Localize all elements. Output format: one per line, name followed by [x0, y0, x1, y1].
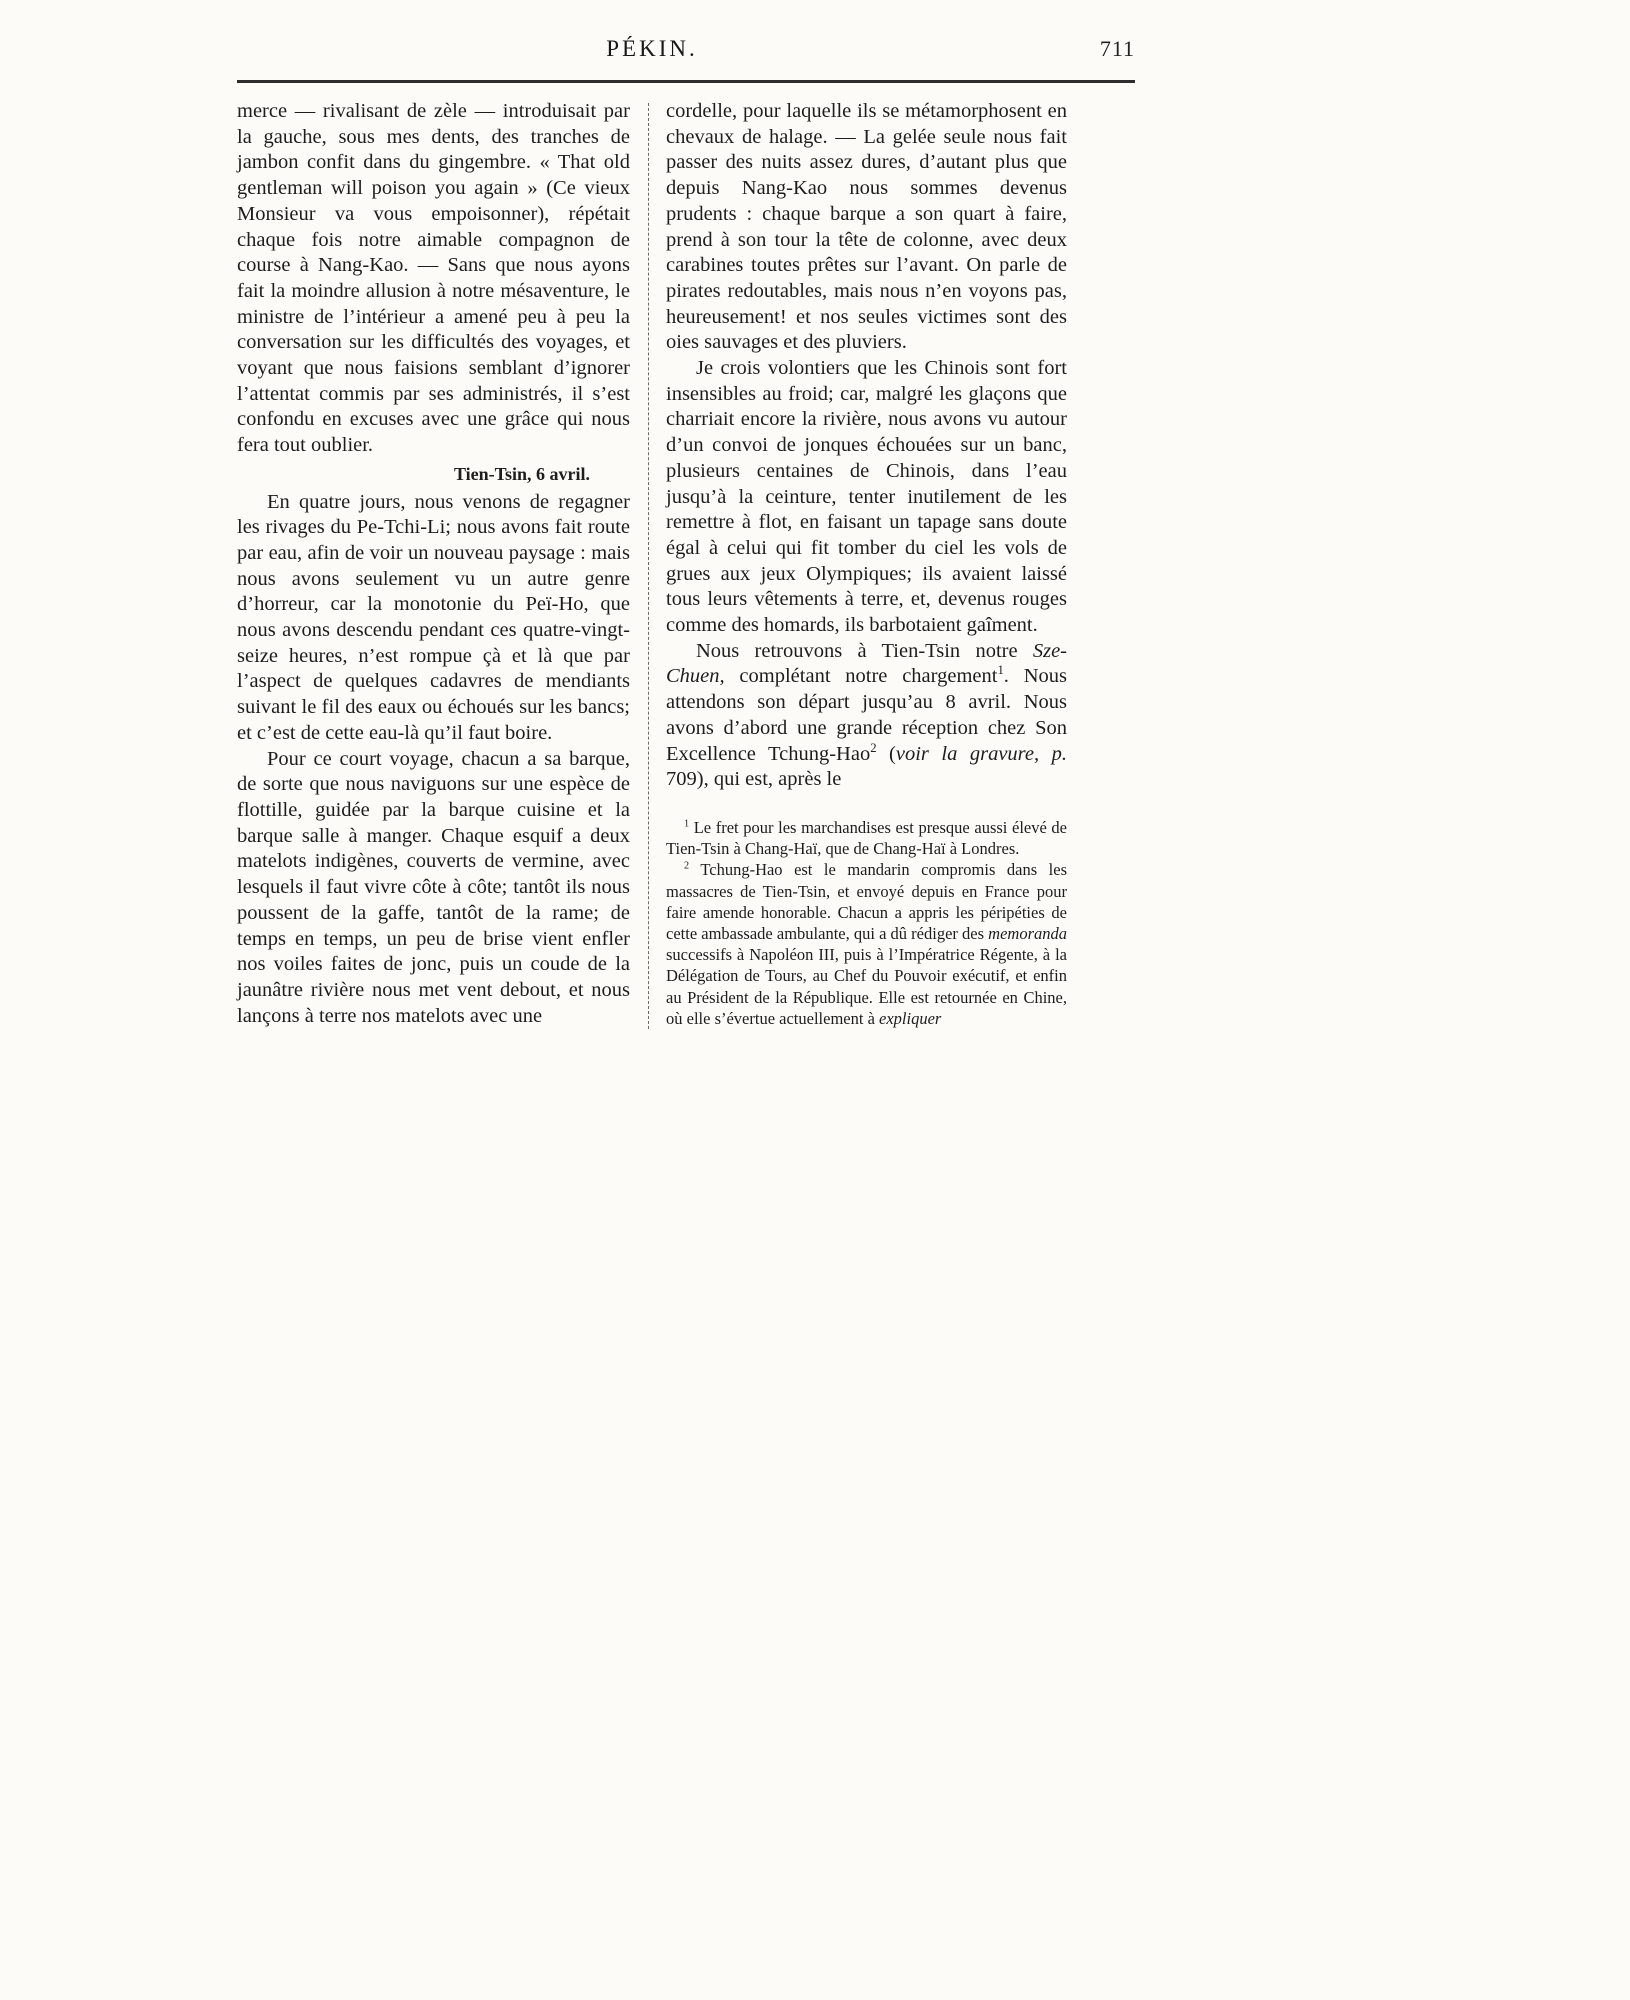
- right-column: [666, 99, 1067, 1029]
- running-title: PÉKIN.: [606, 36, 698, 61]
- text-segment: Nous retrouvons à Tien-Tsin notre: [696, 639, 1033, 662]
- text-segment: En quatre jours, nous venons de regagner les rivages du Pe-Tchi-Li; nous avons fait route par eau, afin de voir un nouveau paysage : mais nous avons seulement vu un autre genre d’horreur, car la monotonie du Peï-Ho, que nous avons descendu pendant ces quatre-vingt-seize heures, n’est rompue çà et là que par l’aspect de quelques cadavres de mendiants suivant le fil des eaux ou échoués sur les bancs; et c’est de cette eau-là qu’il faut boire.: [237, 490, 630, 744]
- text-segment: Tien-Tsin, 6 avril.: [453, 463, 590, 484]
- column-divider: [648, 103, 649, 1029]
- text-segment: merce — rivalisant de zèle — introduisait par la gauche, sous mes dents, des tranches de jambon confit dans du gingembre. « That old gentleman will poison you again » (Ce vieux Monsieur va vous empoisonner), répétait chaque fois notre aimable compagnon de course à Nang-Kao. — Sans que nous ayons fait la moindre allusion à notre mésaventure, le ministre de l’intérieur a amené peu à peu la conversation sur les difficultés des voyages, et voyant que nous faisions semblant d’ignorer l’attentat commis par ses administrés, il s’est confondu en excuses avec une grâce qui nous fera tout oublier.: [237, 100, 630, 457]
- text-segment: Le fret pour les marchandises est presque aussi élevé de Tien-Tsin à Chang-Haï, que de Chang-Haï à Londres.: [666, 817, 1067, 859]
- page-header: [237, 34, 1135, 68]
- footnote-2: [666, 859, 1067, 1029]
- text-segment: Je crois volontiers que les Chinois sont fort insensibles au froid; car, malgré les glaçons que charriait encore la rivière, nous avons vu autour d’un convoi de jonques échouées sur un banc, plusieurs centaines de Chinois, dans l’eau jusqu’à la ceinture, tenter inutilement de les remettre à flot, en faisant un tapage sans doute égal à celui qui fit tomber du ciel les vols de grues aux jeux Olympiques; ils avaient laissé tous leurs vêtements à terre, et, devenus rouges comme des homards, ils barbotaient gaîment.: [666, 357, 1067, 637]
- footnotes-section: [666, 817, 1067, 1029]
- text-segment: (: [876, 742, 896, 765]
- dateline: [237, 462, 630, 488]
- paragraph: [237, 490, 630, 747]
- footnote-marker: 2: [870, 740, 877, 755]
- paragraph: [666, 356, 1067, 639]
- text-segment: Tchung-Hao est le mandarin compromis dans les massacres de Tien-Tsin, et envoyé depuis en France pour faire amende honorable. Chacun a appris les péripéties de cette ambassade ambulante, qui a dû rédiger des: [666, 860, 1067, 943]
- page-number: 711: [1099, 36, 1135, 61]
- text-segment: cordelle, pour laquelle ils se métamorphosent en chevaux de halage. — La gelée seule nous fait passer des nuits assez dures, d’autant plus que depuis Nang-Kao nous sommes devenus prudents : chaque barque a son quart à faire, prend à son tour la tête de colonne, avec deux carabines toutes prêtes sur l’avant. On parle de pirates redoutables, mais nous n’en voyons pas, heureusement! et nos seules victimes sont des oies sauvages et des pluviers.: [666, 100, 1067, 354]
- text-segment: memoranda: [988, 924, 1067, 943]
- paragraph: [237, 747, 630, 1030]
- left-column: [237, 99, 630, 1029]
- text-segment: voir la gravure, p.: [895, 742, 1067, 765]
- text-columns: [237, 99, 1067, 1029]
- text-segment: Sze-Chuen,: [666, 639, 1067, 688]
- paragraph-continuation: [666, 99, 1067, 356]
- footnote-1: [666, 817, 1067, 859]
- text-segment: . Nous attendons son départ jusqu’au 8 avril. Nous avons d’abord une grande réception chez Son Excellence Tchung-Hao: [666, 665, 1067, 765]
- footnote-marker: 1: [684, 818, 690, 830]
- text-segment: successifs à Napoléon III, puis à l’Impératrice Régente, à la Délégation de Tours, au Chef du Pouvoir exécutif, et enfin au Président de la République. Elle est retournée en Chine, où elle s’évertue actuellement à: [666, 945, 1067, 1028]
- footnote-marker: 1: [997, 663, 1004, 678]
- paragraph-continuation: [237, 99, 630, 459]
- text-segment: 709), qui est, après le: [666, 768, 842, 791]
- right-column-body: [666, 99, 1067, 793]
- page-content: [237, 34, 1135, 1029]
- paragraph: [666, 639, 1067, 793]
- text-segment: expliquer: [879, 1008, 942, 1028]
- text-segment: complétant notre chargement: [724, 665, 998, 688]
- header-rule: [237, 80, 1135, 83]
- text-segment: Pour ce court voyage, chacun a sa barque, de sorte que nous naviguons sur une espèce de flottille, guidée par la barque cuisine et la barque salle à manger. Chaque esquif a deux matelots indigènes, couverts de vermine, avec lesquels il faut vivre côte à côte; tantôt ils nous poussent de la gaffe, tantôt de la rame; de temps en temps, un peu de brise vient enfler nos voiles faites de jonc, puis un coude de la jaunâtre rivière nous met vent debout, et nous lançons à terre nos matelots avec une: [237, 747, 630, 1027]
- footnote-marker: 2: [684, 860, 690, 872]
